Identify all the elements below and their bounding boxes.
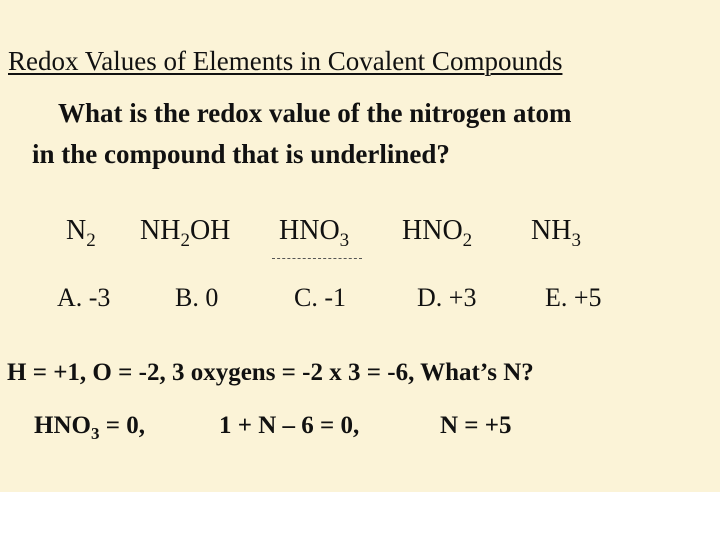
compound-nh3 — [531, 215, 581, 251]
solution-formula-subscript: 3 — [90, 424, 100, 443]
answer-choice-e: E. +5 — [545, 283, 602, 312]
compound-base: HNO — [402, 215, 463, 246]
compound-subscript: 3 — [339, 230, 350, 251]
solution-line-1: H = +1, O = -2, 3 oxygens = -2 x 3 = -6, What’s N? — [7, 359, 534, 386]
compound-n2 — [66, 215, 96, 251]
dashed-underline — [272, 258, 362, 259]
question-line-2: in the compound that is underlined? — [32, 139, 450, 169]
question-line-1: What is the redox value of the nitrogen atom — [58, 98, 572, 128]
compound-nh2oh — [140, 215, 231, 251]
answer-choice-a: A. -3 — [57, 283, 111, 312]
answer-choice-b: B. 0 — [175, 283, 219, 312]
compound-subscript: 2 — [86, 230, 96, 251]
compound-hno3-underlined — [279, 215, 350, 251]
solution-formula-tail: = 0, — [99, 412, 145, 439]
compound-base: NH — [531, 215, 572, 246]
compound-subscript: 3 — [571, 230, 581, 251]
compound-subscript: 2 — [180, 230, 190, 251]
compound-base: NH — [140, 215, 181, 246]
answer-choice-c: C. -1 — [294, 283, 346, 312]
solution-formula-base: HNO — [34, 412, 91, 439]
answer-choice-d: D. +3 — [417, 283, 477, 312]
compound-base: HNO — [279, 215, 340, 246]
slide-title: Redox Values of Elements in Covalent Compounds — [8, 46, 563, 76]
compound-tail: OH — [189, 215, 231, 246]
compound-hno2 — [402, 215, 473, 251]
compound-subscript: 2 — [462, 230, 473, 251]
solution-step-3: N = +5 — [440, 412, 512, 439]
solution-step-1 — [34, 412, 145, 443]
compound-base: N — [66, 215, 87, 246]
solution-step-2: 1 + N – 6 = 0, — [219, 412, 360, 439]
